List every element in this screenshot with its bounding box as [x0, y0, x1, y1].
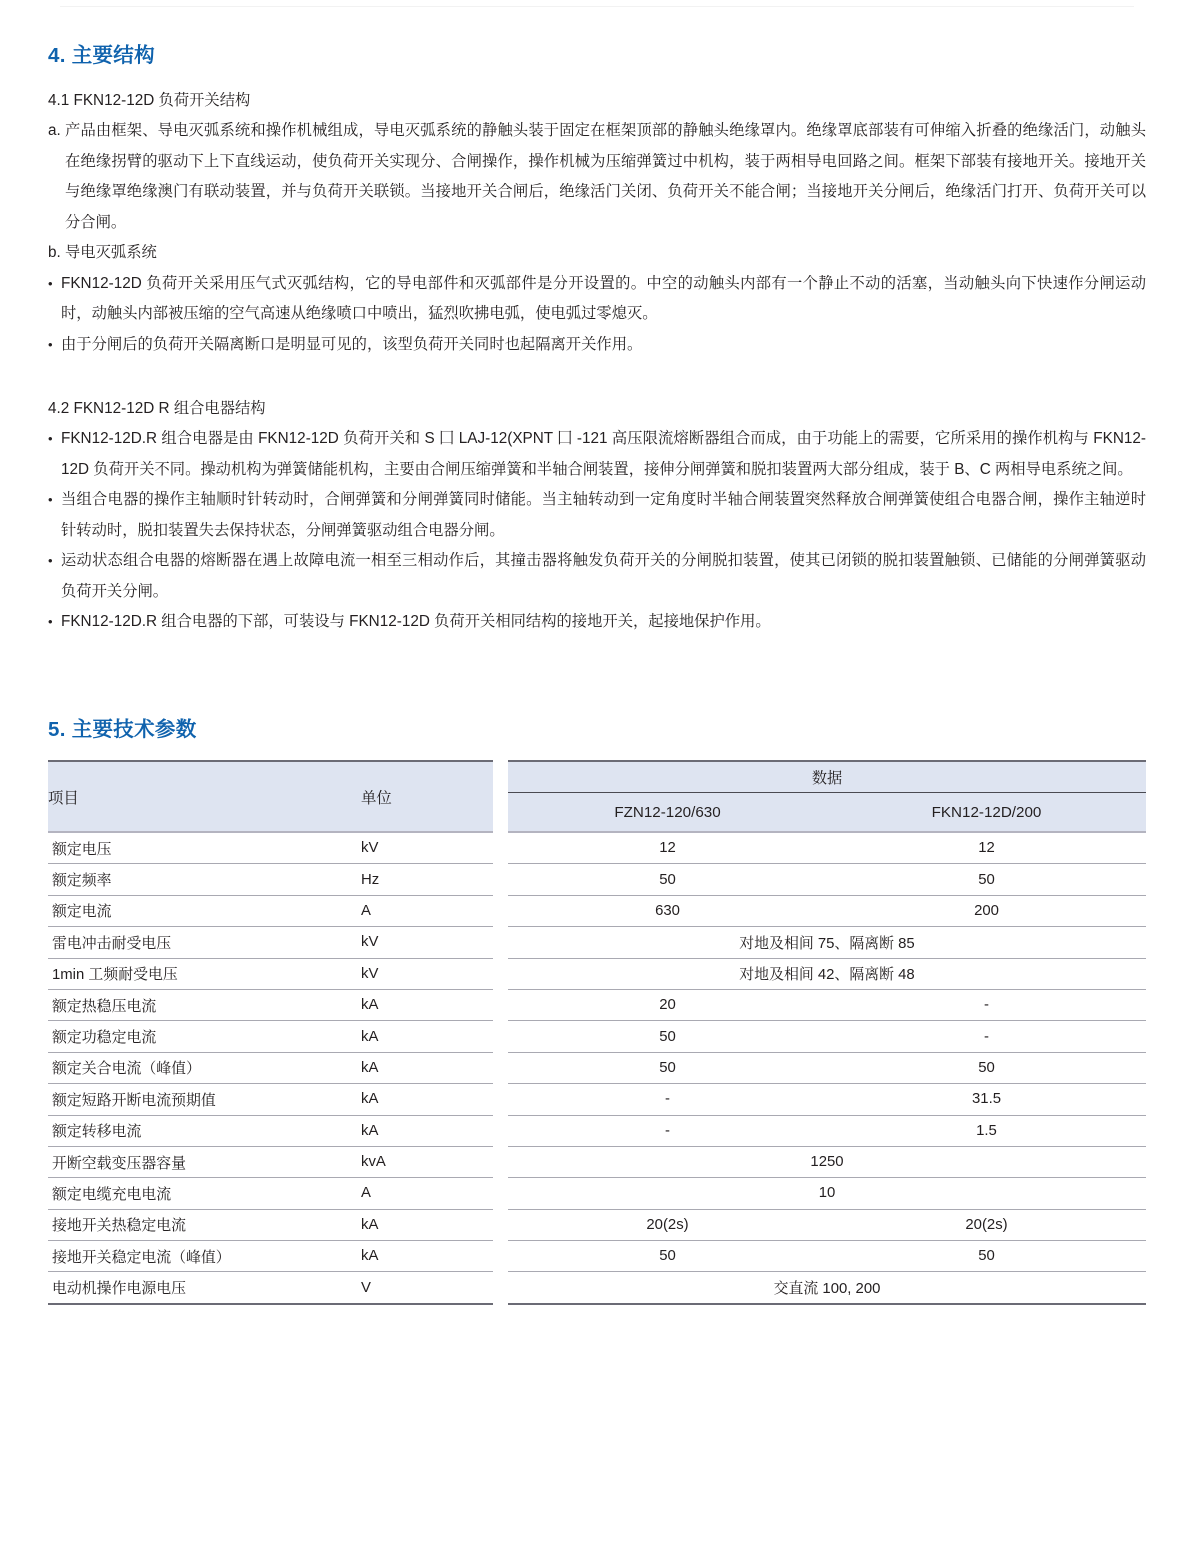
list-item-text: FKN12-12D.R 组合电器是由 FKN12-12D 负荷开关和 S 囗 LAJ-12(XPNT 囗 -121 高压限流熔断器组合而成，由于功能上的需要，它所采用的操作机构与 FKN12-12D 负荷开关不同。操动机构为弹簧储能机构，主要由合闸压缩弹簧和半轴合闸装置，接伸分闸弹簧和脱扣装置两大部分组成，装于 B、C 两相导电系统之间。	[61, 430, 1146, 478]
list-item	[48, 269, 1146, 330]
technical-parameters-table	[48, 760, 1146, 1305]
cell-value-merged: 10	[508, 1178, 1146, 1209]
cell-item: 额定电缆充电电流	[48, 1178, 353, 1209]
cell-gap	[493, 1116, 508, 1147]
cell-value-merged: 交直流 100, 200	[508, 1272, 1146, 1304]
cell-unit: V	[353, 1272, 493, 1304]
cell-unit: A	[353, 896, 493, 927]
bullet-icon: •	[48, 553, 53, 568]
section-5-heading	[48, 718, 197, 743]
cell-item: 额定电流	[48, 896, 353, 927]
header-gap-cell	[493, 760, 508, 833]
cell-item: 开断空载变压器容量	[48, 1147, 353, 1178]
table-row	[48, 1178, 1146, 1209]
table-row	[48, 1084, 1146, 1115]
list-item	[48, 424, 1146, 485]
cell-unit: kA	[353, 1053, 493, 1084]
cell-gap	[493, 927, 508, 958]
cell-gap	[493, 1210, 508, 1241]
cell-value-model-2: 200	[827, 896, 1146, 927]
section-4-title: 主要结构	[71, 44, 155, 67]
cell-value-model-2: -	[827, 990, 1146, 1021]
cell-value-model-1: 630	[508, 896, 827, 927]
bullet-icon: •	[48, 492, 53, 507]
section-5-number: 5.	[48, 718, 66, 741]
table-row	[48, 896, 1146, 927]
list-item-text: 由于分闸后的负荷开关隔离断口是明显可见的，该型负荷开关同时也起隔离开关作用。	[61, 335, 643, 353]
cell-item: 雷电冲击耐受电压	[48, 927, 353, 958]
cell-gap	[493, 833, 508, 864]
cell-value-merged: 对地及相间 75、隔离断 85	[508, 927, 1146, 958]
bullet-icon: •	[48, 336, 53, 352]
cell-item: 额定热稳压电流	[48, 990, 353, 1021]
subsection-4-1-heading: 4.1 FKN12-12D 负荷开关结构	[48, 92, 251, 109]
table-row	[48, 833, 1146, 864]
paragraph-a-marker: a.	[48, 122, 61, 139]
paragraph-a	[48, 116, 1146, 238]
column-header-model-1: FZN12-120/630	[508, 793, 827, 833]
table-row	[48, 1272, 1146, 1304]
cell-item: 额定短路开断电流预期值	[48, 1084, 353, 1115]
cell-item: 接地开关稳定电流（峰值）	[48, 1241, 353, 1272]
cell-item: 额定关合电流（峰值）	[48, 1053, 353, 1084]
cell-unit: kA	[353, 1021, 493, 1052]
cell-unit: A	[353, 1178, 493, 1209]
bullet-icon: •	[48, 431, 53, 446]
table-head	[48, 760, 1146, 833]
cell-value-merged: 1250	[508, 1147, 1146, 1178]
cell-item: 电动机操作电源电压	[48, 1272, 353, 1304]
cell-value-model-2: 1.5	[827, 1116, 1146, 1147]
cell-value-model-1: 20(2s)	[508, 1210, 827, 1241]
cell-gap	[493, 1272, 508, 1304]
cell-value-model-1: 50	[508, 1021, 827, 1052]
cell-value-model-1: 12	[508, 833, 827, 864]
section-4-number: 4.	[48, 44, 66, 67]
cell-gap	[493, 1053, 508, 1084]
cell-unit: kV	[353, 959, 493, 990]
list-item-text: FKN12-12D.R 组合电器的下部，可装设与 FKN12-12D 负荷开关相同结构的接地开关，起接地保护作用。	[61, 613, 771, 630]
cell-unit: Hz	[353, 864, 493, 895]
cell-item: 接地开关热稳定电流	[48, 1210, 353, 1241]
cell-gap	[493, 1084, 508, 1115]
cell-gap	[493, 896, 508, 927]
table-row	[48, 1116, 1146, 1147]
cell-value-model-2: 50	[827, 1241, 1146, 1272]
cell-gap	[493, 990, 508, 1021]
table-header-row-group	[48, 760, 1146, 793]
cell-value-model-1: 50	[508, 1241, 827, 1272]
cell-value-model-1: -	[508, 1116, 827, 1147]
paragraph-a-text: 产品由框架、导电灭弧系统和操作机械组成，导电灭弧系统的静触头装于固定在框架顶部的静触头绝缘罩内。绝缘罩底部装有可伸缩入折叠的绝缘活门，动触头在绝缘拐臂的驱动下上下直线运动，使负荷开关实现分、合闸操作，操作机械为压缩弹簧过中机构，装于两相导电回路之间。框架下部装有接地开关。接地开关与绝缘罩绝缘澳门有联动装置，并与负荷开关联锁。当接地开关合闸后，绝缘活门关闭、负荷开关不能合闸；当接地开关分闸后，绝缘活门打开、负荷开关可以分合闸。	[65, 122, 1146, 231]
cell-value-model-2: 50	[827, 864, 1146, 895]
list-item-text: 当组合电器的操作主轴顺时针转动时，合闸弹簧和分闸弹簧同时储能。当主轴转动到一定角度时半轴合闸装置突然释放合闸弹簧使组合电器合闸，操作主轴逆时针转动时，脱扣装置失去保持状态，分闸弹簧驱动组合电器分闸。	[61, 491, 1146, 539]
list-item	[48, 546, 1146, 607]
cell-value-merged: 对地及相间 42、隔离断 48	[508, 959, 1146, 990]
cell-unit: kvA	[353, 1147, 493, 1178]
column-header-model-2: FKN12-12D/200	[827, 793, 1146, 833]
list-item	[48, 485, 1146, 546]
table-body	[48, 833, 1146, 1305]
cell-unit: kA	[353, 1084, 493, 1115]
table-row	[48, 1021, 1146, 1052]
cell-value-model-1: 50	[508, 1053, 827, 1084]
paragraph-b-marker: b.	[48, 244, 61, 261]
section-4-heading	[48, 44, 155, 69]
cell-gap	[493, 959, 508, 990]
column-header-item: 项目	[48, 760, 353, 833]
section-4-2-block	[48, 394, 1146, 638]
cell-unit: kV	[353, 927, 493, 958]
cell-gap	[493, 864, 508, 895]
cell-value-model-2: 20(2s)	[827, 1210, 1146, 1241]
cell-gap	[493, 1178, 508, 1209]
cell-value-model-2: 31.5	[827, 1084, 1146, 1115]
table-row	[48, 1147, 1146, 1178]
cell-item: 额定电压	[48, 833, 353, 864]
cell-item: 1min 工频耐受电压	[48, 959, 353, 990]
cell-value-model-1: -	[508, 1084, 827, 1115]
table-row	[48, 1053, 1146, 1084]
cell-item: 额定功稳定电流	[48, 1021, 353, 1052]
bullet-icon: •	[48, 275, 53, 291]
cell-item: 额定转移电流	[48, 1116, 353, 1147]
table-row	[48, 1241, 1146, 1272]
cell-value-model-1: 20	[508, 990, 827, 1021]
table-row	[48, 1210, 1146, 1241]
section-5-title: 主要技术参数	[71, 718, 197, 741]
column-header-unit: 单位	[353, 760, 493, 833]
table-row	[48, 990, 1146, 1021]
list-item	[48, 330, 1146, 361]
cell-item: 额定频率	[48, 864, 353, 895]
cell-gap	[493, 1021, 508, 1052]
cell-value-model-2: -	[827, 1021, 1146, 1052]
list-item-text: FKN12-12D 负荷开关采用压气式灭弧结构，它的导电部件和灭弧部件是分开设置的。中空的动触头内部有一个静止不动的活塞，当动触头向下快速作分闸运动时，动触头内部被压缩的空气高速从绝缘喷口中喷出，猛烈吹拂电弧，使电弧过零熄灭。	[61, 274, 1146, 322]
cell-unit: kA	[353, 990, 493, 1021]
paragraph-b	[48, 238, 1146, 269]
paragraph-b-text: 导电灭弧系统	[65, 244, 157, 261]
subsection-4-2-heading: 4.2 FKN12-12D R 组合电器结构	[48, 400, 266, 417]
list-item-text: 运动状态组合电器的熔断器在遇上故障电流一相至三相动作后，其撞击器将触发负荷开关的分闸脱扣装置，使其已闭锁的脱扣装置触锁、已储能的分闸弹簧驱动负荷开关分闸。	[61, 552, 1146, 600]
column-header-data-group: 数据	[508, 760, 1146, 793]
table-row	[48, 927, 1146, 958]
table-row	[48, 864, 1146, 895]
cell-value-model-1: 50	[508, 864, 827, 895]
cell-gap	[493, 1241, 508, 1272]
cell-unit: kA	[353, 1210, 493, 1241]
cell-value-model-2: 12	[827, 833, 1146, 864]
cell-gap	[493, 1147, 508, 1178]
cell-unit: kV	[353, 833, 493, 864]
bullet-icon: •	[48, 614, 53, 629]
section-4-1-block	[48, 86, 1146, 360]
cell-unit: kA	[353, 1241, 493, 1272]
page-top-rule	[60, 6, 1134, 7]
cell-value-model-2: 50	[827, 1053, 1146, 1084]
cell-unit: kA	[353, 1116, 493, 1147]
table-row	[48, 959, 1146, 990]
list-item	[48, 607, 1146, 638]
